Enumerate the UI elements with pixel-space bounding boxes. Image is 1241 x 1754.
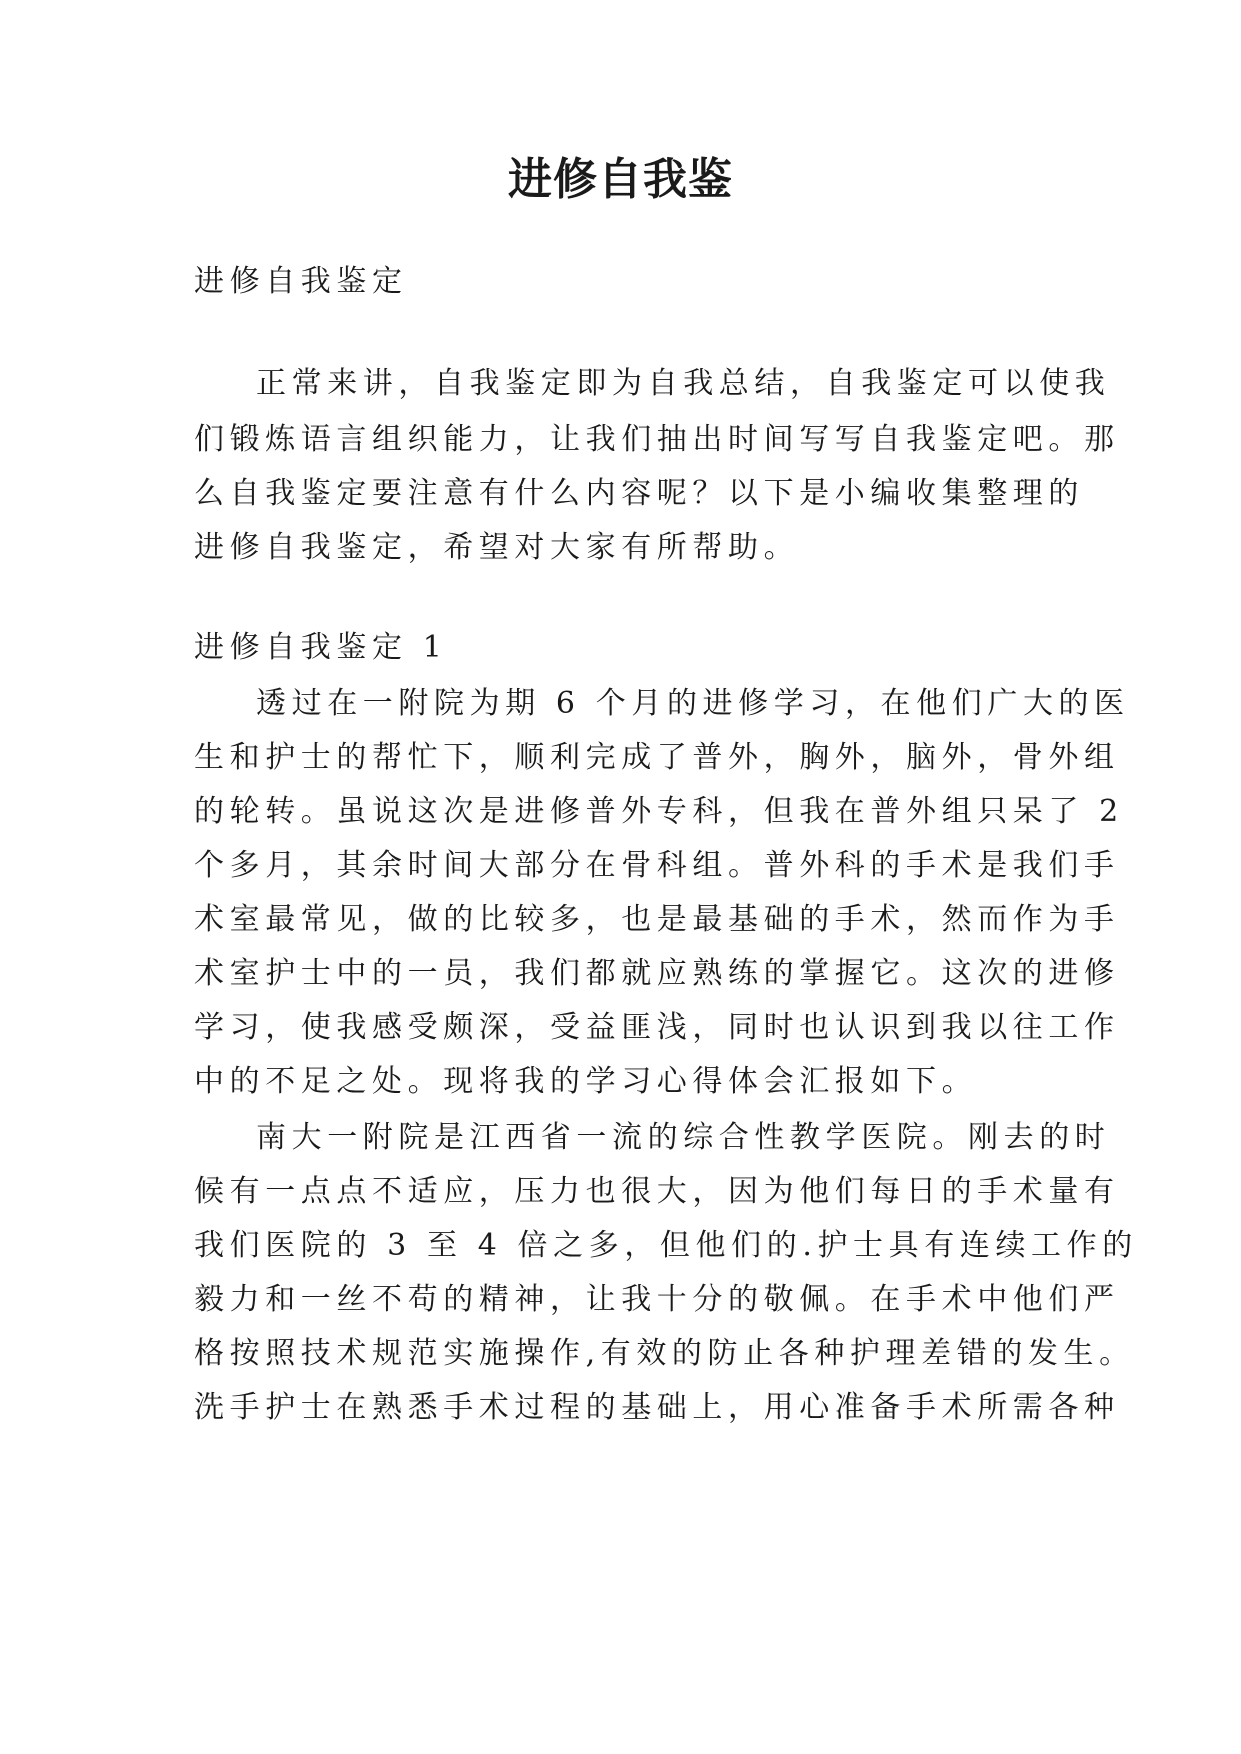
intro-line: 么自我鉴定要注意有什么内容呢？以下是小编收集整理的	[194, 476, 1084, 511]
paragraph-line: 格按照技术规范实施操作,有效的防止各种护理差错的发生。	[194, 1336, 1135, 1371]
intro-line: 们锻炼语言组织能力，让我们抽出时间写写自我鉴定吧。那	[194, 422, 1120, 457]
document-title: 进修自我鉴	[508, 154, 733, 205]
paragraph-line: 学习，使我感受颇深，受益匪浅，同时也认识到我以往工作	[194, 1010, 1120, 1045]
paragraph-line: 的轮转。虽说这次是进修普外专科，但我在普外组只呆了 2	[194, 794, 1124, 829]
paragraph-line: 中的不足之处。现将我的学习心得体会汇报如下。	[194, 1064, 978, 1099]
paragraph-line: 我们医院的 3 至 4 倍之多，但他们的.护士具有连续工作的	[194, 1228, 1138, 1263]
intro-line: 进修自我鉴定，希望对大家有所帮助。	[194, 530, 800, 565]
paragraph-line: 术室最常见，做的比较多，也是最基础的手术，然而作为手	[194, 902, 1120, 937]
intro-line: 正常来讲，自我鉴定即为自我总结，自我鉴定可以使我	[256, 366, 1111, 401]
paragraph-line: 毅力和一丝不苟的精神，让我十分的敬佩。在手术中他们严	[194, 1282, 1120, 1317]
paragraph-line: 术室护士中的一员，我们都就应熟练的掌握它。这次的进修	[194, 956, 1120, 991]
paragraph-line: 候有一点点不适应，压力也很大，因为他们每日的手术量有	[194, 1174, 1120, 1209]
paragraph-line: 个多月，其余时间大部分在骨科组。普外科的手术是我们手	[194, 848, 1120, 883]
document-subtitle: 进修自我鉴定	[194, 264, 408, 299]
section-heading: 进修自我鉴定 1	[194, 630, 448, 665]
paragraph-line: 洗手护士在熟悉手术过程的基础上，用心准备手术所需各种	[194, 1390, 1120, 1425]
paragraph-line: 透过在一附院为期 6 个月的进修学习，在他们广大的医	[256, 686, 1130, 721]
paragraph-line: 南大一附院是江西省一流的综合性教学医院。刚去的时	[256, 1120, 1111, 1155]
paragraph-line: 生和护士的帮忙下，顺利完成了普外，胸外，脑外，骨外组	[194, 740, 1120, 775]
